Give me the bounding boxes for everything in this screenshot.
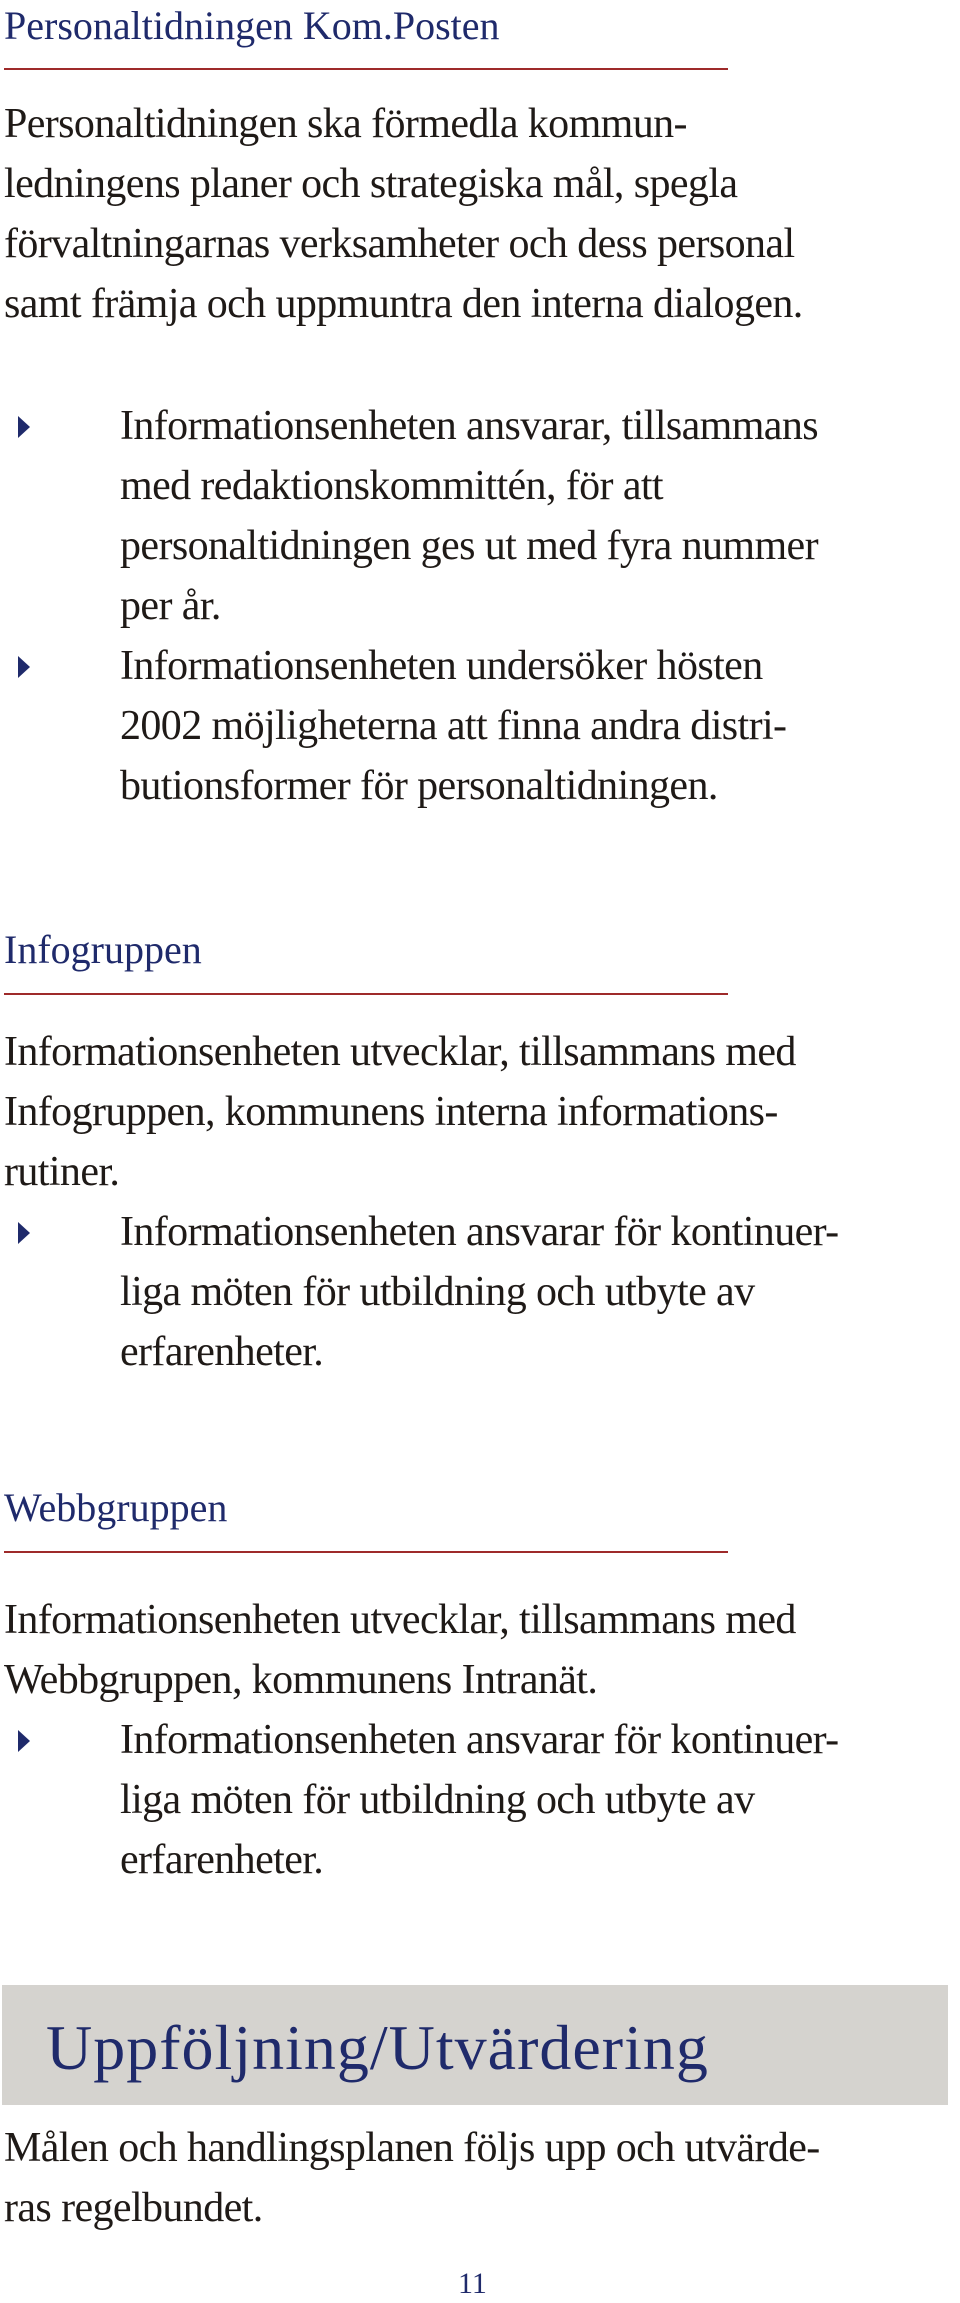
section-heading-webbgruppen: Webbgruppen xyxy=(4,1485,228,1530)
bullet-text: Informationsenheten ansvarar, tillsammans med redaktionskommittén, för att personaltidningen ges ut med fyra nummer per år. xyxy=(120,403,818,629)
heading-rule xyxy=(4,68,728,70)
paragraph-infogruppen-intro: Informationsenheten utvecklar, tillsammans med Infogruppen, kommunens interna informations- rutiner. xyxy=(4,1029,796,1195)
heading-rule xyxy=(4,1551,728,1553)
heading-rule xyxy=(4,993,728,995)
bullet-text: Informationsenheten ansvarar för kontinuer- liga möten för utbildning och utbyte av erfarenheter. xyxy=(120,1209,839,1375)
triangle-bullet-icon xyxy=(18,656,30,678)
triangle-bullet-icon xyxy=(18,416,30,438)
triangle-bullet-icon xyxy=(18,1222,30,1244)
banner-title: Uppföljning/Utvärdering xyxy=(46,2012,709,2083)
section-heading-infogruppen: Infogruppen xyxy=(4,927,202,972)
section-heading-personaltidningen: Personaltidningen Kom.Posten xyxy=(4,3,500,48)
bullet-text: Informationsenheten ansvarar för kontinuer- liga möten för utbildning och utbyte av erfarenheter. xyxy=(120,1717,839,1883)
bullet-text: Informationsenheten undersöker hösten 2002 möjligheterna att finna andra distri- butionsformer för personaltidningen. xyxy=(120,643,787,809)
page-number: 11 xyxy=(458,2267,487,2300)
paragraph-personaltidningen-intro: Personaltidningen ska förmedla kommun- ledningens planer och strategiska mål, spegla förvaltningarnas verksamheter och dess personal samt främja och uppmuntra den interna dialogen. xyxy=(4,101,803,327)
section-banner-uppfoljning xyxy=(2,1985,948,2105)
paragraph-uppfoljning: Målen och handlingsplanen följs upp och utvärde- ras regelbundet. xyxy=(4,2125,820,2231)
paragraph-webbgruppen-intro: Informationsenheten utvecklar, tillsammans med Webbgruppen, kommunens Intranät. xyxy=(4,1597,796,1703)
triangle-bullet-icon xyxy=(18,1730,30,1752)
